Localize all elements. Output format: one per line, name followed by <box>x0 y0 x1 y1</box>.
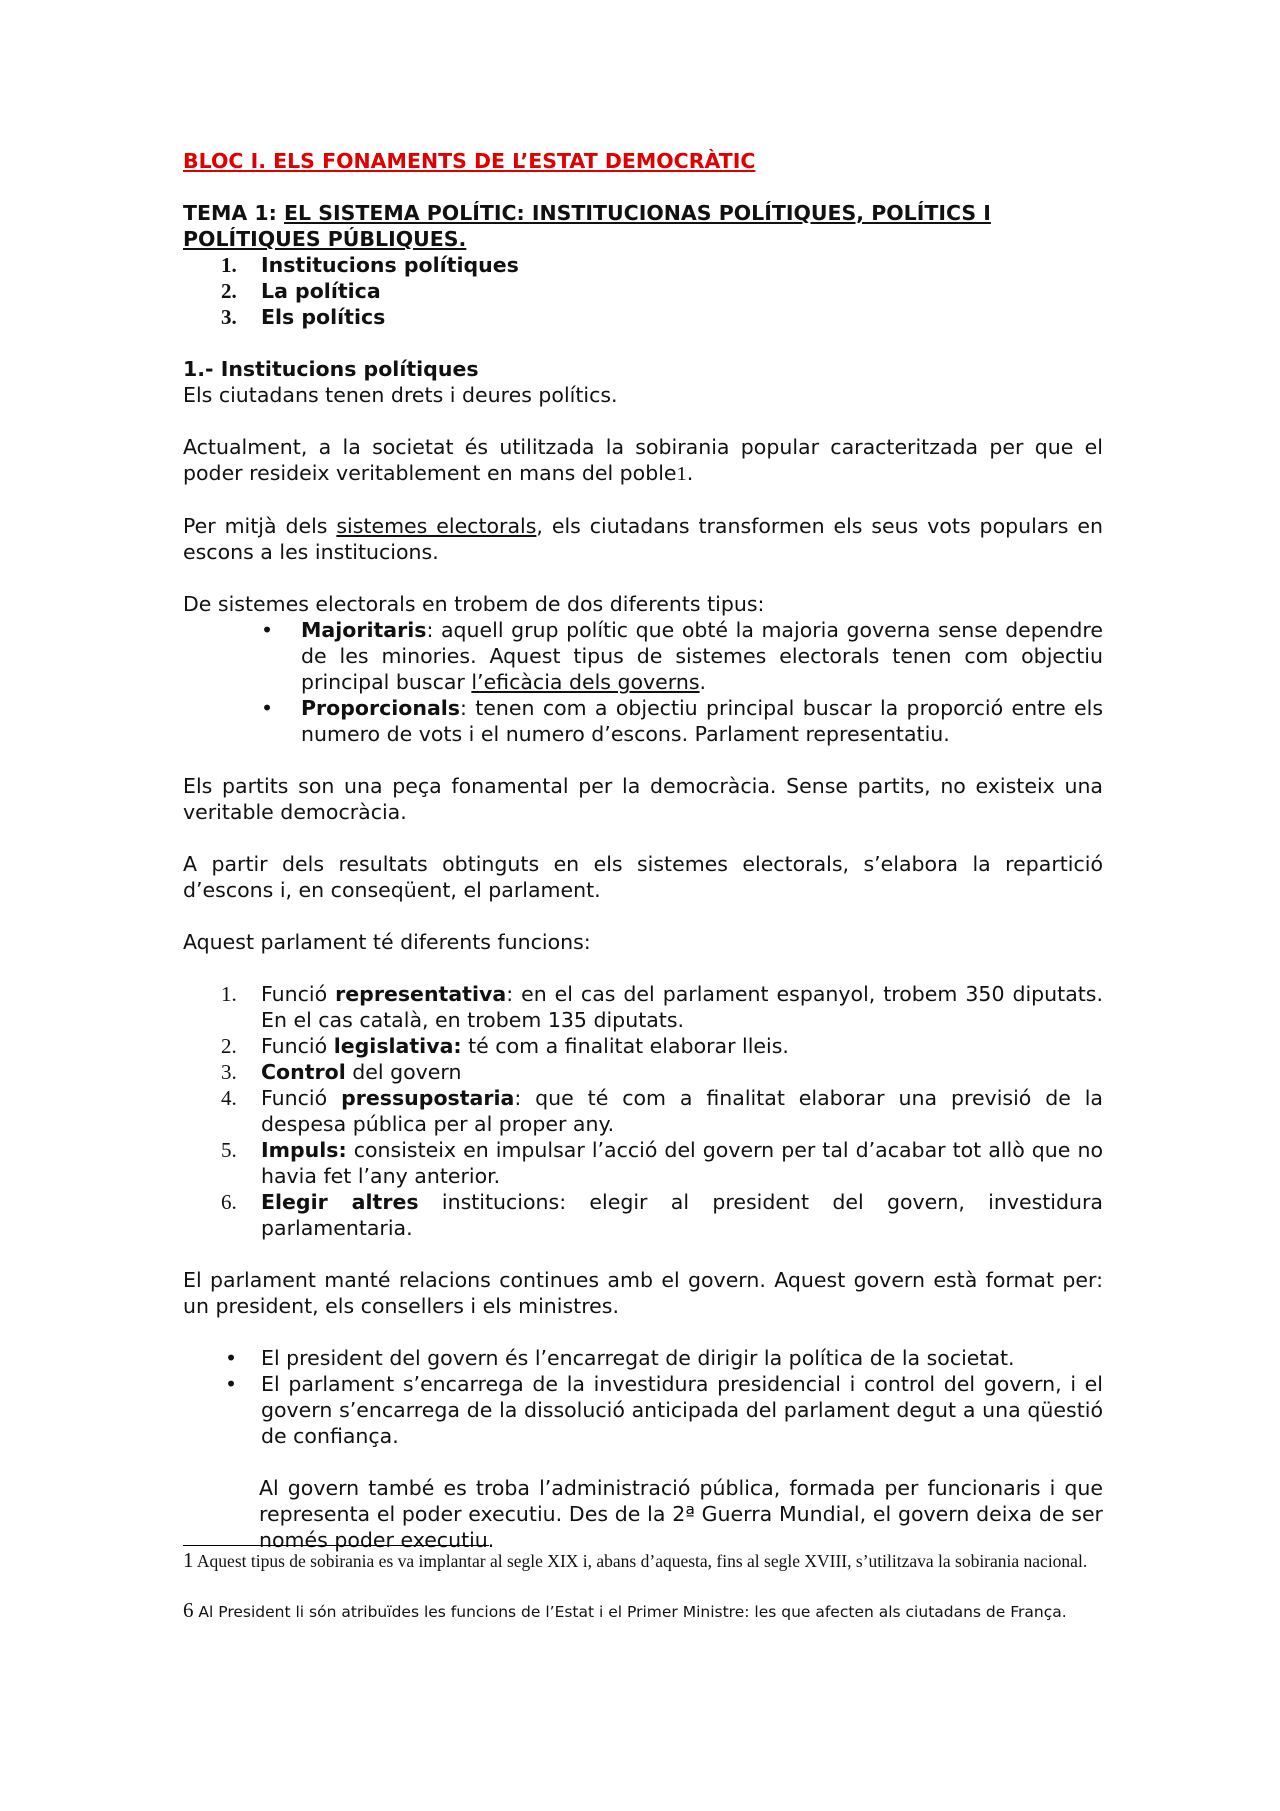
tema-title: EL SISTEMA POLÍTIC: INSTITUCIONAS POLÍTIQUES, POLÍTICS I POLÍTIQUES PÚBLIQUES. <box>183 201 991 251</box>
term: Majoritaris <box>301 618 427 642</box>
bloc-title: BLOC I. ELS FONAMENTS DE L’ESTAT DEMOCRÀTIC <box>183 149 756 173</box>
footnote-number: 1 <box>183 1548 194 1572</box>
electoral-types-list <box>183 617 1103 747</box>
list-number: 3. <box>221 1060 237 1084</box>
list-number: 3. <box>221 305 237 329</box>
list-text: El parlament s’encarrega de la investidura presidencial i control del govern, i el govern s’encarrega de la dissolució anticipada del parlament degut a una qüestió de confiança. <box>261 1372 1103 1448</box>
list-item <box>183 617 1103 695</box>
list-item <box>183 278 1103 304</box>
list-item <box>183 252 1103 278</box>
footnote-text: Aquest tipus de sobirania es va implantar al segle XIX i, abans d’aquesta, fins al segle XVIII, s’utilitzava la sobirania nacional. <box>193 1551 1088 1571</box>
list-item <box>183 981 1103 1033</box>
footnote <box>183 1599 1103 1624</box>
term: Control <box>261 1060 346 1084</box>
list-item-label: Els polítics <box>261 305 386 329</box>
list-text: Funció <box>261 1034 334 1058</box>
paragraph: El parlament manté relacions continues amb el govern. Aquest govern està format per: un president, els consellers i els ministres. <box>183 1268 1103 1318</box>
list-text: : aquell grup polític que obté la majoria governa sense dependre de les minories. Aquest tipus de sistemes electorals tenen com objectiu principal buscar <box>301 618 1103 694</box>
list-text: : tenen com a objectiu principal buscar la proporció entre els numero de vots i el numero d’escons. Parlament representatiu. <box>301 696 1103 746</box>
paragraph-text: , els ciutadans transformen els seus vots populars en escons a les institucions. <box>183 514 1103 564</box>
paragraph: Al govern també es troba l’administració pública, formada per funcionaris i que representa el poder executiu. Des de la 2ª Guerra Mundial, el govern deixa de ser només poder executiu. <box>259 1476 1103 1552</box>
list-text: consisteix en impulsar l’acció del govern per tal d’acabar tot allò que no havia fet l’any anterior. <box>261 1138 1103 1188</box>
term: Proporcionals <box>301 696 461 720</box>
term: Impuls: <box>261 1138 347 1162</box>
list-text: institucions: elegir al president del govern, investidura parlamentaria. <box>261 1190 1103 1240</box>
footnote-number: 6 <box>183 1598 194 1622</box>
bullet: • <box>225 1372 238 1396</box>
footnote <box>183 1548 1103 1574</box>
footnote-ref[interactable]: 1 <box>676 463 687 485</box>
list-number: 5. <box>221 1138 237 1162</box>
paragraph: Els partits son una peça fonamental per la democràcia. Sense partits, no existeix una veritable democràcia. <box>183 774 1103 824</box>
paragraph: Els ciutadans tenen drets i deures polítics. <box>183 383 618 407</box>
term: Elegir altres <box>261 1190 419 1214</box>
document-body <box>183 148 1103 1553</box>
term: representativa <box>335 982 507 1006</box>
footnotes <box>183 1548 1103 1624</box>
list-item <box>183 1085 1103 1137</box>
term: pressupostaria <box>341 1086 515 1110</box>
parliament-functions-list <box>183 981 1103 1241</box>
list-item <box>183 1059 1103 1085</box>
paragraph: A partir dels resultats obtinguts en els sistemes electorals, s’elabora la repartició d’escons i, en conseqüent, el parlament. <box>183 852 1103 902</box>
list-item <box>183 1371 1103 1449</box>
list-number: 1. <box>221 982 237 1006</box>
paragraph: Aquest parlament té diferents funcions: <box>183 930 591 954</box>
topic-index-list <box>183 252 1103 330</box>
list-item <box>183 304 1103 330</box>
list-text: : en el cas del parlament espanyol, trobem 350 diputats. En el cas català, en trobem 135 diputats. <box>261 982 1104 1032</box>
list-item <box>183 1137 1103 1189</box>
footnote-separator <box>183 1545 489 1546</box>
list-item <box>183 1189 1103 1241</box>
list-text: El president del govern és l’encarregat de dirigir la política de la societat. <box>261 1346 1015 1370</box>
list-number: 1. <box>221 253 237 277</box>
tema-heading <box>183 200 1103 252</box>
list-text: : que té com a finalitat elaborar una previsió de la despesa pública per al proper any. <box>261 1086 1103 1136</box>
list-item-label: La política <box>261 279 381 303</box>
term: legislativa: <box>333 1034 462 1058</box>
paragraph <box>183 434 1103 487</box>
list-item <box>183 695 1103 747</box>
tema-prefix: TEMA 1: <box>183 201 284 225</box>
paragraph-text: Actualment, a la societat és utilitzada la sobirania popular caracteritzada per que el poder resideix veritablement en mans del poble <box>183 435 1103 485</box>
underlined-term: l’eficàcia dels governs <box>471 670 700 694</box>
bullet: • <box>261 696 274 720</box>
list-text: Funció <box>261 1086 342 1110</box>
list-text: té com a finalitat elaborar lleis. <box>461 1034 789 1058</box>
paragraph-text: Per mitjà dels <box>183 514 337 538</box>
list-item-label: Institucions polítiques <box>261 253 519 277</box>
list-text: . <box>699 670 707 694</box>
footnote-text: Al President li són atribuïdes les funcions de l’Estat i el Primer Ministre: les que afecten als ciutadans de França. <box>193 1603 1067 1621</box>
list-text: Funció <box>261 982 336 1006</box>
list-item <box>183 1033 1103 1059</box>
list-number: 6. <box>221 1190 237 1214</box>
paragraph <box>183 513 1103 565</box>
list-text: del govern <box>345 1060 462 1084</box>
list-number: 4. <box>221 1086 237 1110</box>
list-number: 2. <box>221 1034 237 1058</box>
section-heading: 1.- Institucions polítiques <box>183 357 479 381</box>
government-points-list <box>183 1345 1103 1449</box>
paragraph: De sistemes electorals en trobem de dos diferents tipus: <box>183 592 765 616</box>
bullet: • <box>261 618 274 642</box>
underlined-term: sistemes electorals <box>336 514 537 538</box>
bullet: • <box>225 1346 238 1370</box>
list-item <box>183 1345 1103 1371</box>
list-number: 2. <box>221 279 237 303</box>
paragraph-text: . <box>686 461 694 485</box>
